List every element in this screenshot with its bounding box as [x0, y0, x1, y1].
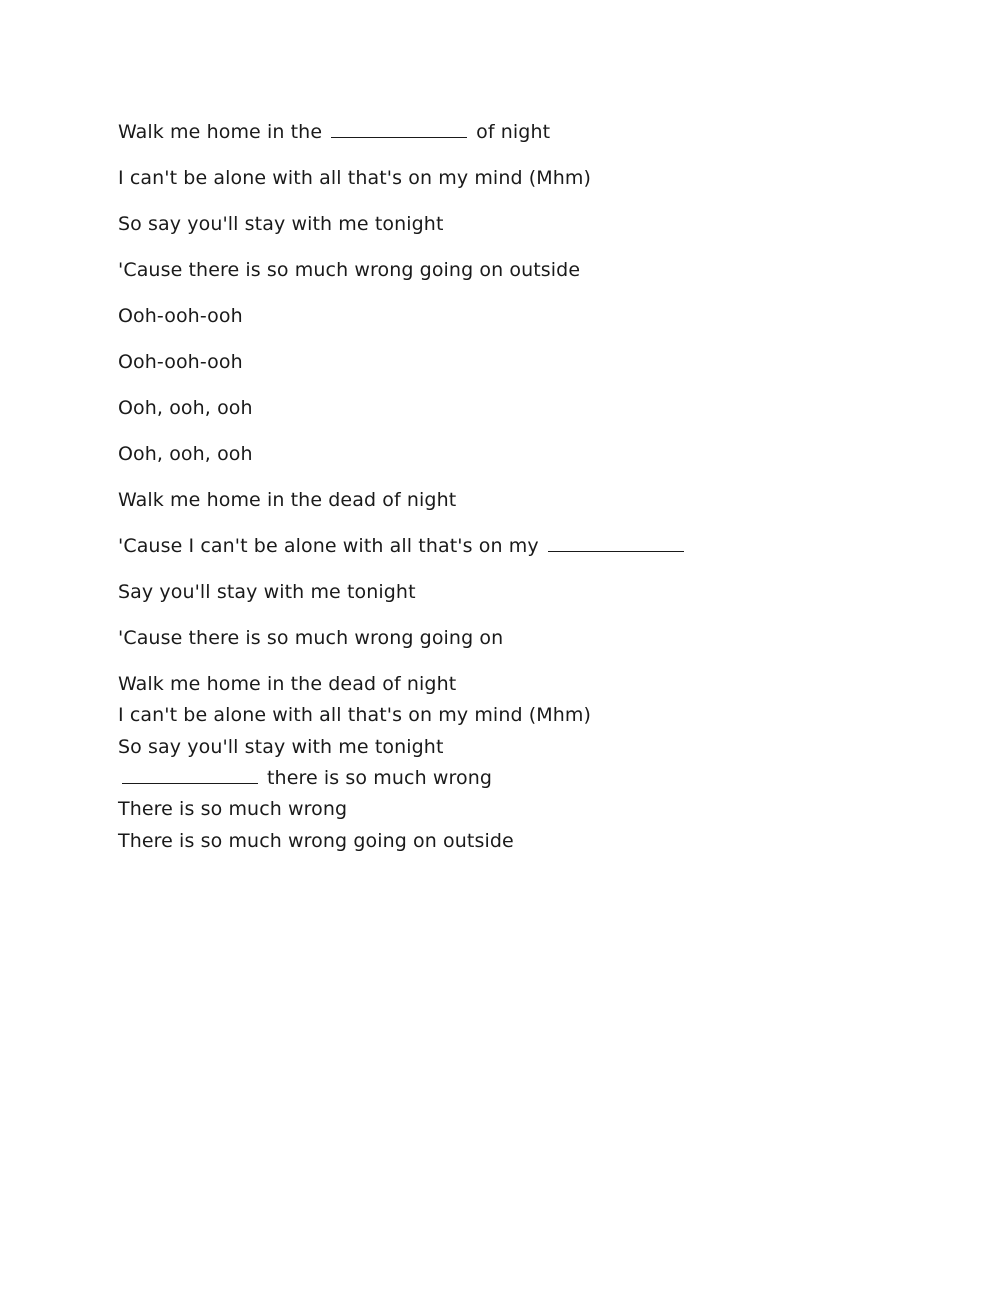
lyric-text: there is so much wrong [267, 767, 493, 789]
lyric-text: of night [476, 121, 551, 143]
fill-in-blank-1[interactable] [331, 120, 467, 138]
lyric-line-9: Walk me home in the dead of night [118, 489, 457, 511]
lyric-line-17: There is so much wrong [118, 798, 348, 820]
lyric-line-8: Ooh, ooh, ooh [118, 443, 253, 465]
lyric-line-4: 'Cause there is so much wrong going on outside [118, 259, 581, 281]
lyric-line-13: Walk me home in the dead of night [118, 673, 457, 695]
lyric-line-10 [118, 534, 684, 558]
lyric-line-1 [118, 120, 550, 144]
lyric-line-18: There is so much wrong going on outside [118, 830, 514, 852]
fill-in-blank-3[interactable] [122, 766, 258, 784]
lyric-line-14: I can't be alone with all that's on my mind (Mhm) [118, 704, 592, 726]
lyric-line-16 [118, 766, 492, 790]
lyric-line-12: 'Cause there is so much wrong going on [118, 627, 504, 649]
lyric-text: 'Cause I can't be alone with all that's on my [118, 535, 539, 557]
lyric-line-11: Say you'll stay with me tonight [118, 581, 416, 603]
fill-in-blank-2[interactable] [548, 534, 684, 552]
lyric-line-15: So say you'll stay with me tonight [118, 736, 444, 758]
lyric-line-2: I can't be alone with all that's on my mind (Mhm) [118, 167, 592, 189]
lyric-line-7: Ooh, ooh, ooh [118, 397, 253, 419]
lyric-line-6: Ooh-ooh-ooh [118, 351, 243, 373]
lyric-line-5: Ooh-ooh-ooh [118, 305, 243, 327]
lyric-line-3: So say you'll stay with me tonight [118, 213, 444, 235]
lyric-text: Walk me home in the [118, 121, 323, 143]
